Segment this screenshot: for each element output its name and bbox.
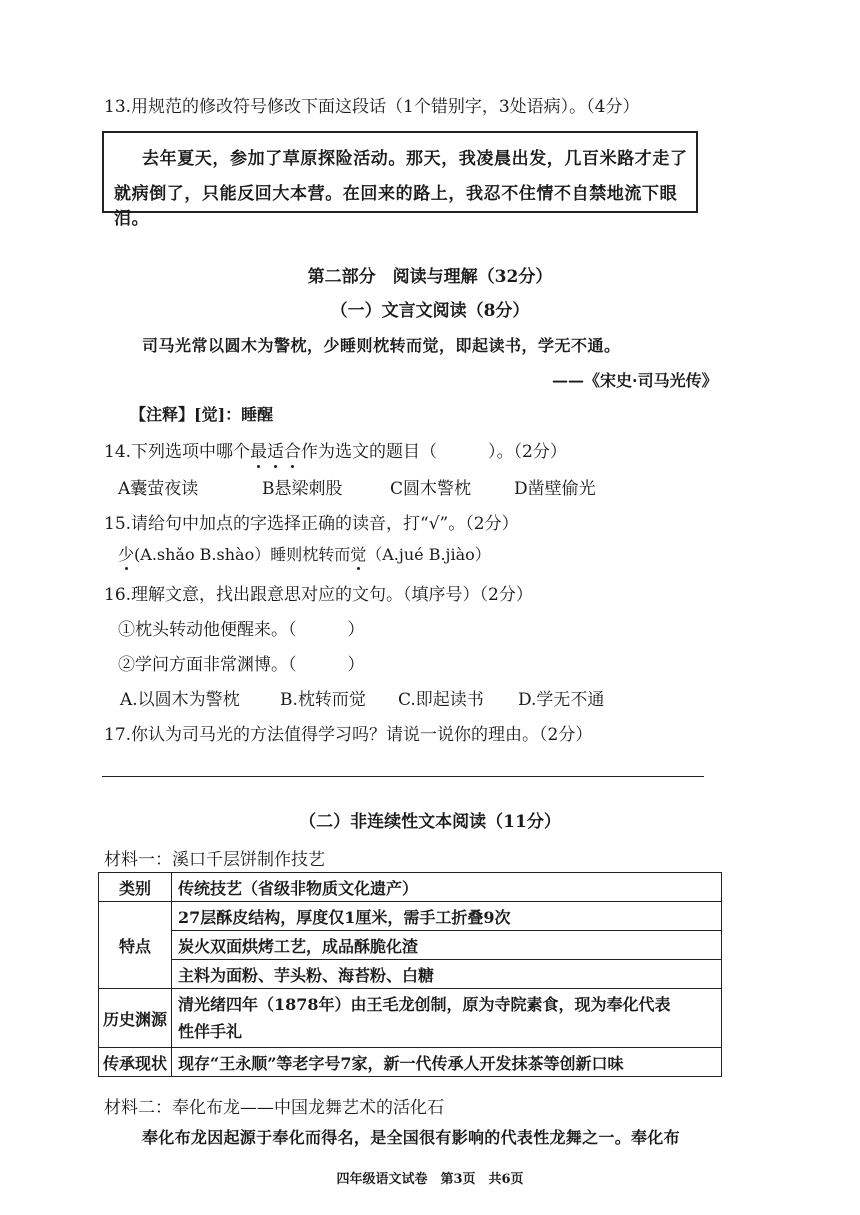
q14-dotted-char-3: 合: [284, 442, 302, 462]
q13-passage-box: [102, 131, 698, 229]
q14-prompt-start: 14.下列选项中哪个: [104, 442, 251, 462]
q14-dotted-char-2: 适: [267, 442, 285, 462]
table-row: [99, 989, 722, 1048]
table-cell-status-label: 传承现状: [99, 1048, 172, 1077]
q14-option-d: D凿壁偷光: [514, 479, 596, 499]
table-row: [99, 873, 722, 902]
note-label: 【注释】: [130, 405, 195, 424]
q15-dotted-char-2: 觉: [350, 545, 367, 564]
classical-source: ——《宋史·司马光传》: [552, 371, 718, 390]
q13-passage-line-2: 就病倒了，只能反回大本营。在回来的路上，我忍不住情不自禁地流下眼泪。: [114, 184, 678, 229]
q15-dotted-char-1: 少: [118, 545, 135, 564]
table-row: [99, 1048, 722, 1077]
table-cell-feature-1: 27层酥皮结构，厚度仅1厘米，需手工折叠9次: [172, 902, 722, 931]
table-cell-feature-3: 主料为面粉、芋头粉、海苔粉、白糖: [172, 960, 722, 989]
table-cell-features-label: 特点: [99, 902, 172, 989]
q16-item-2: ②学问方面非常渊博。（ ）: [118, 655, 365, 675]
q14-option-b: B悬梁刺股: [262, 479, 343, 499]
q16-option-a: A.以圆木为警枕: [120, 690, 240, 710]
q14-option-a: A囊萤夜读: [118, 479, 199, 499]
q14-dotted-char-1: 最: [250, 442, 268, 462]
table-cell-category-value: 传统技艺（省级非物质文化遗产）: [172, 873, 722, 902]
q15-options-2: （A.jué B.jiào）: [366, 545, 491, 564]
material1-title: 材料一：溪口千层饼制作技艺: [104, 850, 325, 870]
q14-prompt-end: 作为选文的题目（ ）。（2分）: [301, 442, 567, 462]
table-cell-feature-2: 炭火双面烘烤工艺，成品酥脆化渣: [172, 931, 722, 960]
table-cell-status-value: 现存“王永顺”等老字号7家，新一代传承人开发抹茶等创新口味: [172, 1048, 722, 1077]
table-row: [99, 960, 722, 989]
classical-text: 司马光常以圆木为警枕，少睡则枕转而觉，即起读书，学无不通。: [142, 336, 621, 355]
history-line-1: 清光绪四年（1878年）由王毛龙创制，原为寺院素食，现为奉化代表: [178, 995, 671, 1014]
table-cell-category-label: 类别: [99, 873, 172, 902]
q17-prompt: 17.你认为司马光的方法值得学习吗？请说一说你的理由。（2分）: [104, 725, 593, 745]
q16-item-1: ①枕头转动他便醒来。（ ）: [118, 620, 365, 640]
table-cell-history-label: 历史渊源: [99, 989, 172, 1048]
q16-option-c: C.即起读书: [398, 690, 484, 710]
q14-option-c: C圆木警枕: [390, 479, 472, 499]
q15-prompt: 15.请给句中加点的字选择正确的读音，打“√”。（2分）: [104, 514, 519, 534]
material2-text: 奉化布龙因起源于奉化而得名，是全国很有影响的代表性龙舞之一。奉化布: [142, 1128, 680, 1147]
q16-option-d: D.学无不通: [518, 690, 605, 710]
note: [130, 402, 273, 425]
q16-prompt: 16.理解文意，找出跟意思对应的文句。（填序号）（2分）: [104, 585, 533, 605]
q13-passage-line-1: 去年夏天，参加了草原探险活动。那天，我凌晨出发，几百米路才走了: [142, 149, 688, 169]
table-cell-history-value: [172, 989, 722, 1048]
table-row: [99, 902, 722, 931]
part2-heading: 第二部分 阅读与理解（32分）: [307, 267, 553, 287]
page-footer: 四年级语文试卷 第3页 共6页: [336, 1172, 524, 1187]
q15-sentence: [118, 542, 491, 565]
q16-option-b: B.枕转而觉: [280, 690, 366, 710]
q17-answer-line: [102, 776, 704, 777]
q14-prompt: [104, 437, 567, 462]
section2-heading: （二）非连续性文本阅读（11分）: [299, 812, 561, 832]
material1-table: [98, 872, 722, 1077]
q15-options-1: (A.shǎo B.shào）睡则枕转而: [134, 545, 351, 564]
material2-title: 材料二：奉化布龙——中国龙舞艺术的活化石: [104, 1098, 444, 1118]
q13-prompt: 13.用规范的修改符号修改下面这段话（1个错别字，3处语病）。（4分）: [104, 97, 640, 117]
history-line-2: 性伴手礼: [178, 1022, 243, 1041]
section1-heading: （一）文言文阅读（8分）: [330, 301, 530, 321]
note-text: [觉]：睡醒: [194, 405, 274, 424]
table-row: [99, 931, 722, 960]
